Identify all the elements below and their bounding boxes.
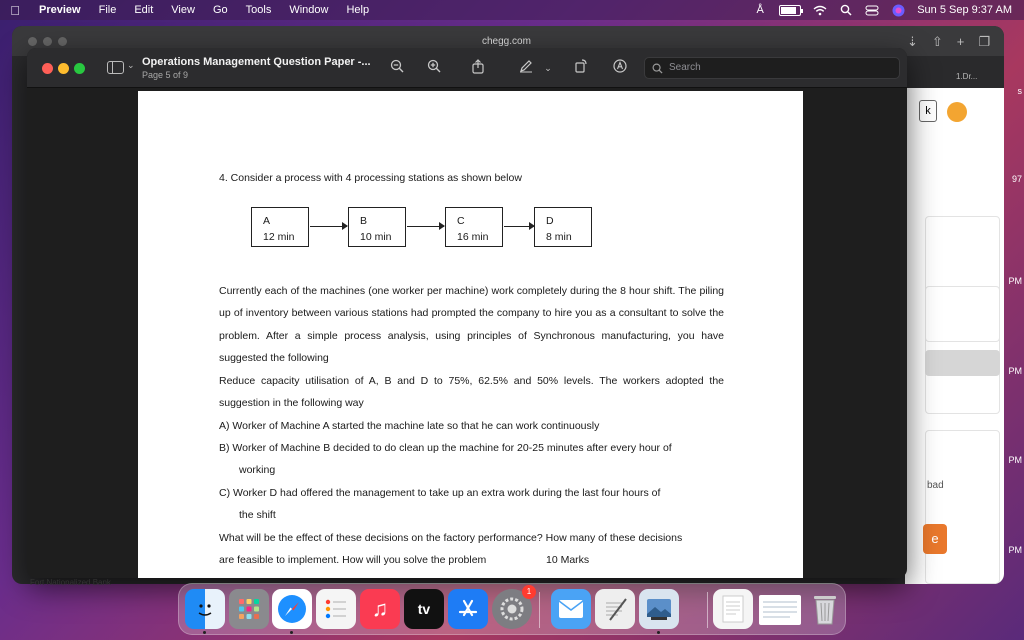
station-b: [348, 207, 406, 247]
menu-window[interactable]: Window: [289, 4, 329, 16]
window-minimize-dot[interactable]: [43, 37, 52, 46]
chevron-down-icon[interactable]: ⌄: [127, 60, 135, 70]
menu-file[interactable]: File: [98, 4, 117, 16]
station-name: C: [457, 215, 465, 227]
list-item-b: B) Worker of Machine B decided to do clean up the machine for 20-25 minutes after every hour of: [219, 442, 672, 454]
search-icon: [652, 58, 663, 81]
browser-toolbar-right: [907, 34, 990, 50]
page-indicator: Page 5 of 9: [142, 70, 189, 80]
rotate-icon[interactable]: [572, 59, 590, 77]
dock: [178, 583, 846, 635]
music-icon[interactable]: ♫: [360, 589, 400, 629]
station-time: 8 min: [546, 231, 572, 243]
control-center-icon[interactable]: [865, 4, 879, 16]
screenshot-thumbnail-icon[interactable]: [759, 595, 801, 625]
page-side-panel: [905, 88, 1004, 584]
edge-label: 97: [1011, 174, 1022, 184]
side-grey-button[interactable]: [925, 350, 1000, 376]
paragraph-suggestion: Reduce capacity utilisation of A, B and D to 75%, 62.5% and 50% levels. The workers adopted the suggestion in the following way: [219, 375, 724, 410]
running-indicator: [657, 631, 660, 634]
menu-app-name[interactable]: Preview: [39, 4, 81, 16]
tv-label: tv: [417, 601, 431, 617]
edge-label: s: [1017, 86, 1022, 96]
station-time: 12 min: [263, 231, 295, 243]
below-window-text: Fort Nationalized Bank: [30, 578, 111, 587]
siri-icon[interactable]: [891, 4, 905, 16]
list-item-c-cont: the shift: [239, 509, 276, 521]
share-icon[interactable]: [469, 59, 487, 77]
new-tab-icon[interactable]: +: [956, 34, 965, 49]
safari-icon[interactable]: [272, 589, 312, 629]
dock-separator: [707, 592, 708, 628]
station-name: A: [263, 215, 271, 227]
mail-icon[interactable]: [551, 589, 591, 629]
menu-edit[interactable]: Edit: [134, 4, 154, 16]
menu-tools[interactable]: Tools: [245, 4, 272, 16]
flow-arrow: [407, 226, 444, 227]
list-item-a: A) Worker of Machine A started the machine late so that he can work continuously: [219, 420, 600, 432]
menu-go[interactable]: Go: [212, 4, 228, 16]
spotlight-icon[interactable]: [839, 4, 853, 16]
side-orange-button[interactable]: e: [923, 524, 947, 554]
paragraph-current-state: Currently each of the machines (one worker per machine) work completely during the 8 hour shift. The piling up of inventory between various stations had prompted the company to hire you as a consultant to solve the problem. After a simple process analysis, using principles of Synchronous manufacturing, you have suggested the following: [219, 285, 724, 365]
zoom-button[interactable]: [74, 63, 85, 74]
bluetooth-icon[interactable]: Å: [756, 4, 764, 16]
station-name: B: [360, 215, 368, 227]
search-placeholder: Search: [669, 62, 701, 73]
preview-app-icon[interactable]: [639, 589, 679, 629]
menu-bar: [0, 0, 1024, 20]
station-time: 16 min: [457, 231, 489, 243]
markup-toolbar-icon[interactable]: [611, 59, 629, 77]
flow-arrow: [504, 226, 534, 227]
list-item-b-cont: working: [239, 464, 276, 476]
share-icon[interactable]: ⇧: [931, 34, 943, 49]
edge-label: PM: [1008, 455, 1022, 465]
textedit-icon[interactable]: [595, 589, 635, 629]
flow-arrow: [310, 226, 347, 227]
station-c: [445, 207, 503, 247]
menu-clock[interactable]: Sun 5 Sep 9:37 AM: [917, 4, 1012, 16]
trash-icon[interactable]: [805, 589, 845, 629]
chevron-down-icon[interactable]: ⌄: [544, 63, 552, 73]
wifi-icon[interactable]: [813, 4, 827, 16]
preview-window: [27, 48, 907, 578]
question-line-1: What will be the effect of these decisions on the factory performance? How many of these decisions: [219, 532, 683, 544]
edge-label: PM: [1008, 545, 1022, 555]
window-close-dot[interactable]: [28, 37, 37, 46]
app-store-icon[interactable]: [448, 589, 488, 629]
question-heading: 4. Consider a process with 4 processing stations as shown below: [219, 172, 522, 184]
running-indicator: [290, 631, 293, 634]
document-title[interactable]: Operations Management Question Paper -...: [142, 56, 371, 68]
edge-label: PM: [1008, 366, 1022, 376]
pdf-page[interactable]: [138, 91, 803, 578]
minimize-button[interactable]: [58, 63, 69, 74]
browser-url[interactable]: chegg.com: [482, 36, 531, 47]
station-name: D: [546, 215, 554, 227]
close-button[interactable]: [42, 63, 53, 74]
notification-badge: 1: [522, 585, 536, 599]
search-input[interactable]: [644, 57, 900, 79]
menu-help[interactable]: Help: [346, 4, 370, 16]
battery-icon[interactable]: [779, 5, 801, 16]
question-line-2: are feasible to implement. How will you solve the problem: [219, 554, 487, 566]
running-indicator: [203, 631, 206, 634]
side-card-inner: [925, 286, 1000, 342]
system-preferences-icon[interactable]: [492, 589, 532, 629]
tabs-overview-icon[interactable]: ❐: [978, 34, 990, 49]
menu-view[interactable]: View: [171, 4, 195, 16]
apple-icon[interactable]: [0, 3, 30, 18]
dock-separator: [539, 592, 540, 628]
preview-toolbar: [27, 48, 907, 88]
station-time: 10 min: [360, 231, 392, 243]
finder-icon[interactable]: [185, 589, 225, 629]
markup-pen-icon[interactable]: [517, 59, 535, 77]
edge-label: PM: [1008, 276, 1022, 286]
zoom-in-icon[interactable]: [425, 59, 443, 77]
side-card-lower: [925, 430, 1000, 584]
window-zoom-dot[interactable]: [58, 37, 67, 46]
download-icon[interactable]: ⇣: [906, 34, 918, 49]
tv-icon[interactable]: [404, 589, 444, 629]
sidebar-toggle-icon[interactable]: [107, 61, 124, 74]
extension-label[interactable]: 1.Dr...: [956, 72, 978, 81]
document-icon[interactable]: [713, 589, 753, 629]
list-item-c: C) Worker D had offered the management to take up an extra work during the last four hours of: [219, 487, 661, 499]
reminders-icon[interactable]: [316, 589, 356, 629]
marks-label: 10 Marks: [546, 554, 590, 566]
launchpad-icon[interactable]: [229, 589, 269, 629]
station-d: [534, 207, 592, 247]
k-button[interactable]: k: [919, 100, 937, 122]
avatar[interactable]: [947, 102, 967, 122]
zoom-out-icon[interactable]: [388, 59, 406, 77]
side-text: bad: [927, 480, 944, 491]
station-a: [251, 207, 309, 247]
